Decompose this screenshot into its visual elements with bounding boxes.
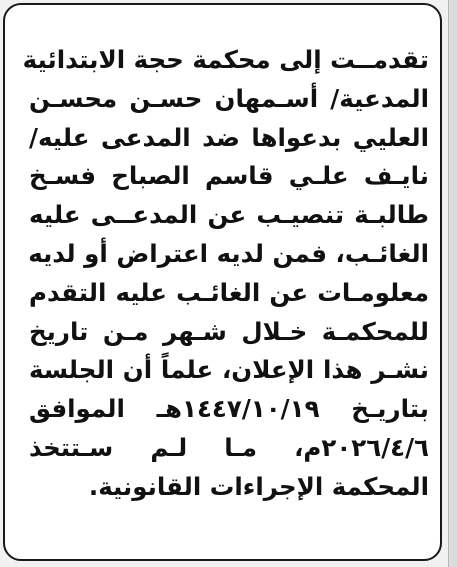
notice-text [22, 41, 429, 507]
notice-line: نشـر هذا الإعلان، علماً أن الجلسة [29, 355, 429, 385]
notice-line: للمحكمـة خـلال شـهر مـن تاريخ [29, 316, 429, 346]
page-edge-divider [448, 0, 457, 567]
notice-line: بتاريـخ ١٤٤٧/١٠/١٩هـ الموافق [29, 394, 429, 424]
notice-line: العليي بدعواها ضد المدعى عليه/ [29, 122, 429, 152]
notice-line: المدعية/ أسـمهان حسـن محسـن [29, 83, 429, 113]
notice-line: معلومـات عن الغائـب عليه التقدم [29, 277, 429, 307]
notice-line: الغائـب، فمن لديه اعتراض أو لديه [28, 238, 429, 268]
notice-line: ٢٠٢٦/٤/٦م، مـا لـم سـتتخذ [29, 432, 429, 462]
notice-line: تقدمــت إلى محكمة حجة الابتدائية [22, 45, 429, 74]
notice-line: نايـف علـي قاسم الصباح فسـخ [29, 161, 429, 191]
notice-line: المحكمة الإجراءات القانونية. [88, 471, 429, 501]
notice-line: طالبـة تنصيـب عن المدعــى عليه [29, 200, 429, 230]
notice-frame [3, 3, 442, 561]
